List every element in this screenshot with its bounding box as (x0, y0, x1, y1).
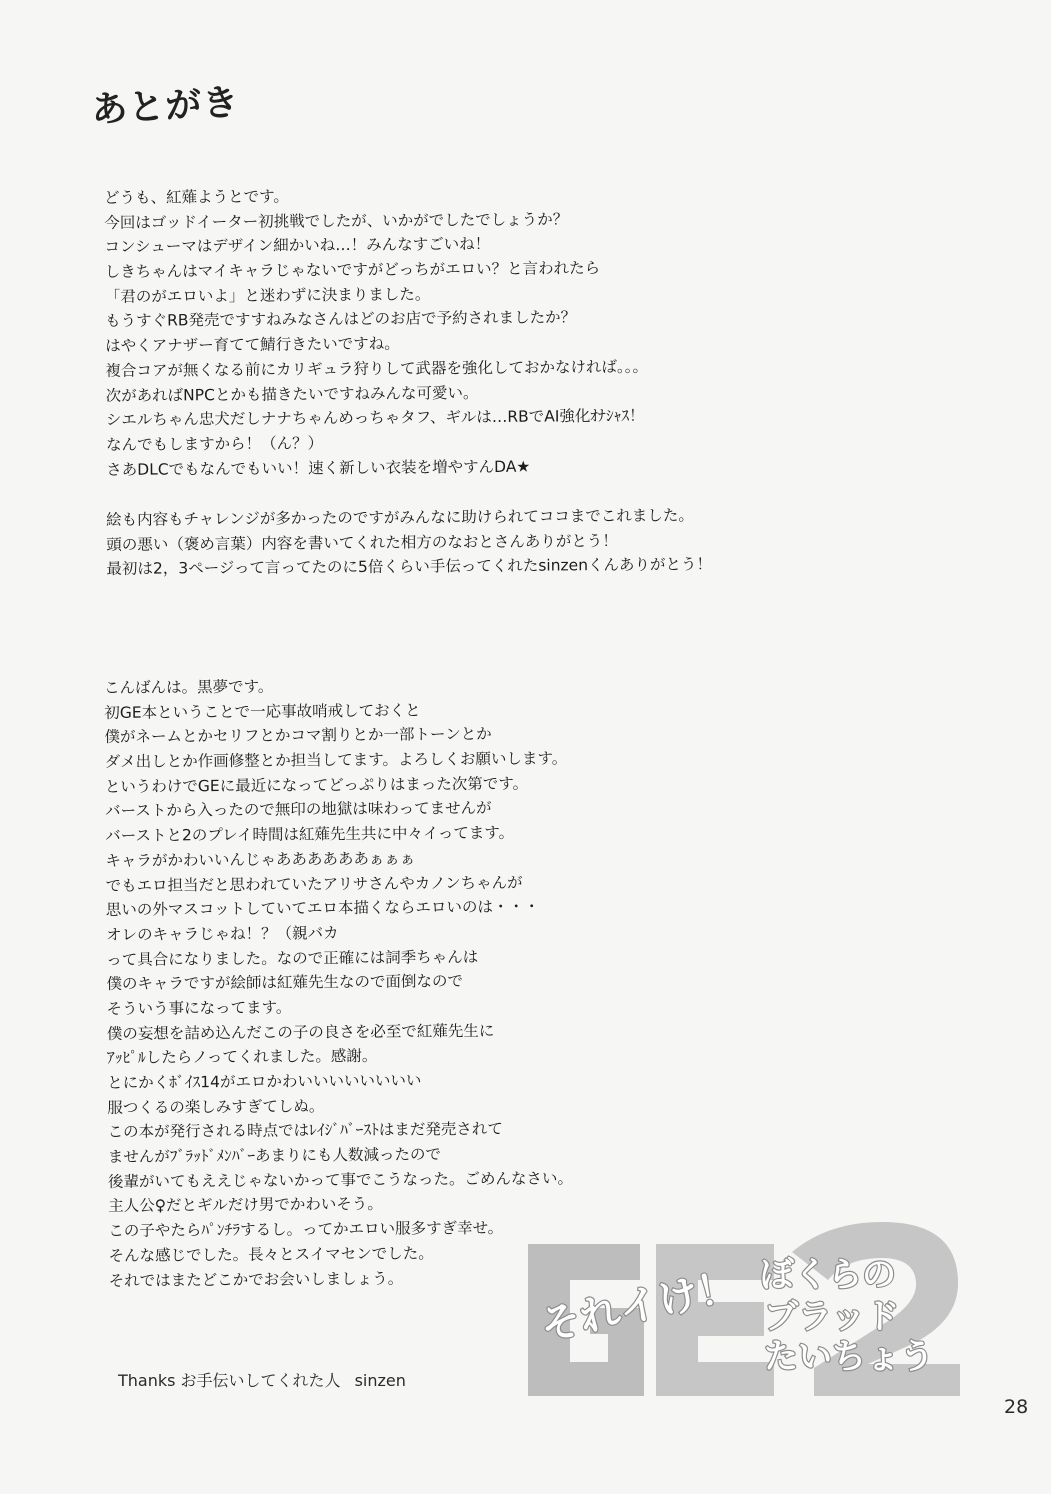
text-line: コンシューマはデザイン細かいね…！みんなすごいね！ (104, 235, 491, 257)
logo-line-1: それイけ！ (536, 1263, 742, 1350)
thanks-credit (118, 1368, 406, 1391)
text-line: なんでもしますから！（ん？） (105, 434, 324, 454)
text-line: そんな感じでした。長々とスイマセンでした。 (108, 1244, 434, 1265)
text-line: 服つくるの楽しみすぎてしぬ。 (107, 1096, 325, 1117)
afterword-block-3 (104, 672, 574, 1293)
text-line: この子やたらﾊﾟﾝﾁﾗするし。ってかエロい服多すぎ幸せ。 (108, 1219, 504, 1241)
text-line: 複合コアが無くなる前にカリギュラ狩りして武器を強化しておかなければ。。。 (105, 357, 649, 380)
title-logo (528, 1222, 960, 1400)
text-line: はやくアナザー育てて鯖行きたいですね。 (105, 334, 400, 356)
text-line: 「君のがエロいよ」と迷わずに決まりました。 (104, 285, 431, 306)
text-line: ませんがﾌﾞﾗｯﾄﾞﾒﾝﾊﾞｰあまりにも人数減ったので (107, 1145, 442, 1167)
page-number: 28 (1004, 1396, 1029, 1418)
text-line: 最初は2，3ページって言ってたのに5倍くらい手伝ってくれたsinzenくんありがとう！ (106, 555, 713, 579)
text-line: 僕がネームとかセリフとかコマ割りとか一部トーンとか (104, 725, 492, 747)
afterword-block-1 (104, 182, 649, 483)
text-line: 僕の妄想を詰め込んだこの子の良さを必至で紅薙先生に (106, 1021, 495, 1043)
text-line: バーストと2のプレイ時間は紅薙先生共に中々イってます。 (105, 823, 515, 846)
text-line: 思いの外マスコットしていてエロ本描くならエロいのは・・・ (105, 897, 540, 920)
text-line: さあDLCでもなんでもいい！速く新しい衣装を増やすんDA★ (106, 457, 531, 479)
text-line: 主人公♀だとギルだけ男でかわいそう。 (108, 1195, 383, 1216)
text-line: もうすぐRB発売ですすねみなさんはどのお店で予約されましたか？ (104, 308, 577, 331)
text-line: シエルちゃん忠犬だしナナちゃんめっちゃタフ、ギルは…RBでAI強化ｵﾅｼｬｽ！ (105, 406, 645, 430)
logo-line-2: ぼくらの (760, 1255, 896, 1295)
text-line: しきちゃんはマイキャラじゃないですがどっちがエロい？と言われたら (104, 259, 601, 282)
logo-line-3: ブラッド (764, 1297, 900, 1337)
text-line: こんばんは。黒夢です。 (104, 677, 274, 697)
text-line: バーストから入ったので無印の地獄は味わってませんが (104, 799, 492, 821)
text-line: 絵も内容もチャレンジが多かったのですがみんなに助けられてココまでこれました。 (106, 506, 694, 529)
text-line: キャラがかわいいんじゃああああああぁぁぁ (105, 849, 416, 870)
thanks-name: sinzen (354, 1371, 406, 1390)
text-line: とにかくﾎﾞｲｽ14がエロかわいいいいいいいい (107, 1071, 422, 1092)
text-line: どうも、紅薙ようとです。 (104, 187, 289, 207)
text-line: この本が発行される時点ではﾚｲｼﾞﾊﾞｰｽﾄはまだ発売されて (107, 1120, 503, 1142)
text-line: オレのキャラじゃね！？（親バカ (105, 924, 339, 944)
text-line: そういう事になってます。 (106, 998, 292, 1018)
logo-line-4: たいちょう (764, 1337, 934, 1377)
thanks-label: Thanks お手伝いしてくれた人 (118, 1371, 341, 1390)
text-line: それではまたどこかでお会いしましょう。 (108, 1269, 404, 1290)
afterword-block-2 (106, 503, 712, 582)
text-line: 後輩がいてもええじゃないかって事でこうなった。ごめんなさい。 (107, 1169, 574, 1191)
text-line: 初GE本ということで一応事故哨戒しておくと (104, 701, 421, 722)
text-line: 今回はゴッドイーター初挑戦でしたが、いかがでしたでしょうか？ (104, 210, 569, 232)
text-line: 僕のキャラですが絵師は紅薙先生なので面倒なので (106, 972, 463, 994)
text-line: というわけでGEに最近になってどっぷりはまった次第です。 (104, 774, 529, 796)
text-line: ｱｯﾋﾟﾙしたらノってくれました。感謝。 (106, 1047, 378, 1068)
text-line: でもエロ担当だと思われていたアリサさんやカノンちゃんが (105, 873, 523, 895)
text-line: って具合になりました。なので正確には詞季ちゃんは (106, 947, 479, 969)
text-line: ダメ出しとか作画修整とか担当してます。よろしくお願いします。 (104, 749, 568, 772)
page-heading: あとがき (90, 82, 241, 131)
text-line: 次があればNPCとかも描きたいですねみんな可愛い。 (105, 383, 479, 405)
text-line: 頭の悪い（褒め言葉）内容を書いてくれた相方のなおとさんありがとう！ (106, 531, 618, 554)
